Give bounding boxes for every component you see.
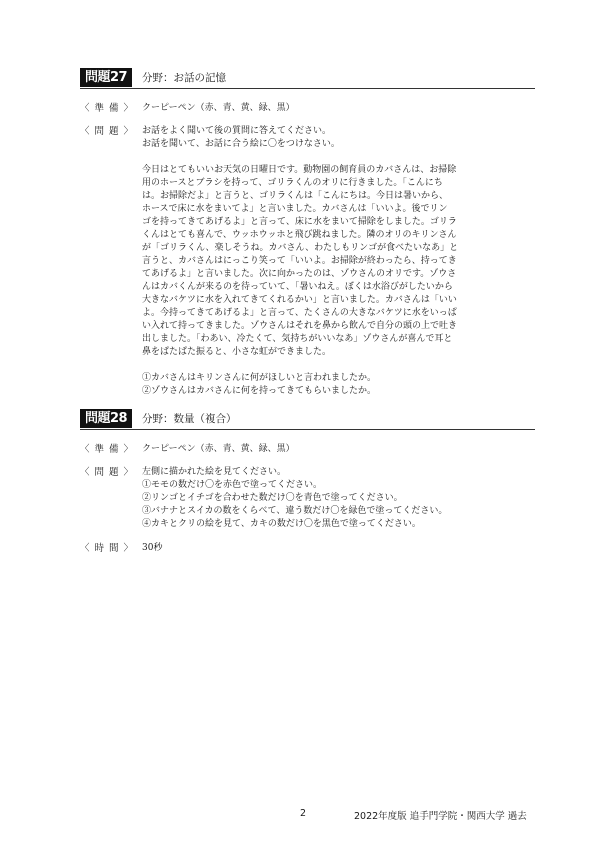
time-value: 30秒 [142, 543, 163, 553]
question-line: 左側に描かれた絵を見てください。 [142, 467, 287, 477]
story-line: 今日はとてもいいお天気の日曜日です。動物園の飼育員のカバさんは、お掃除 [142, 165, 457, 175]
problem-28-section [80, 409, 535, 554]
problem-27-header [80, 68, 535, 89]
question-label: 〈 問 題 〉 [80, 126, 135, 137]
story-line: くんはとても喜んで、ウッホウッホと飛び跳ねました。隣のオリのキリンさん [142, 230, 457, 240]
problem-28-body [142, 466, 535, 531]
question-line: ④カキとクリの絵を見て、カキの数だけ〇を黒色で塗ってください。 [142, 519, 421, 529]
question-line: ①モモの数だけ〇を赤色で塗ってください。 [142, 480, 323, 490]
story-line: 出しました。「わあい、冷たくて、気持ちがいいなあ」ゾウさんが喜んで耳と [142, 334, 453, 344]
story-line: てあげるよ」と言いました。次に向かったのは、ゾウさんのオリです。ゾウさ [142, 269, 457, 279]
story-line: ホースで床に水をまいてよ」と言いました。カバさんは「いいよ。後でリン [142, 204, 448, 214]
question-label: 〈 問 題 〉 [80, 467, 135, 478]
question-line: ①カバさんはキリンさんに何がほしいと言われましたか。 [142, 373, 377, 383]
problem-27-body [142, 125, 535, 398]
prep-label: 〈 準 備 〉 [80, 444, 135, 455]
prep-label: 〈 準 備 〉 [80, 103, 135, 114]
story-line: よ。今持ってきてあげるよ」と言って、たくさんの大きなバケツに水をいっぱ [142, 308, 457, 318]
prep-value: クーピーペン（赤、青、黄、緑、黒） [142, 103, 295, 113]
problem-28-badge: 問題28 [80, 409, 132, 428]
problem-27-badge: 問題27 [80, 68, 132, 87]
prep-value: クーピーペン（赤、青、黄、緑、黒） [142, 444, 295, 454]
problem-28-header [80, 409, 535, 430]
story-line: い入れて持ってきました。ゾウさんはそれを鼻から飲んで自分の頭の上で吐き [142, 321, 458, 331]
story-line: んはカバくんが来るのを待っていて、「暑いねえ。ぼくは水浴びがしたいから [142, 282, 453, 292]
problem-28-field: 分野：数量（複合） [142, 413, 237, 425]
story-line: 用のホースとブラシを持って、ゴリラくんのオリに行きました。「こんにち [142, 178, 443, 188]
question-line: ③バナナとスイカの数をくらべて、違う数だけ〇を緑色で塗ってください。 [142, 506, 448, 516]
time-label: 〈 時 間 〉 [80, 543, 135, 554]
instruction-line: お話を聞いて、お話に合う絵に〇をつけなさい。 [142, 139, 340, 149]
story-line: 言うと、カバさんはにっこり笑って「いいよ。お掃除が終わったら、持ってき [142, 256, 457, 266]
story-line: ゴを持ってきてあげるよ」と言って、床に水をまいて掃除をしました。ゴリラ [142, 217, 457, 227]
footer-brand: 2022年度版 追手門学院・関西大学 過去 [354, 811, 527, 822]
question-line: ②リンゴとイチゴを合わせた数だけ〇を青色で塗ってください。 [142, 493, 403, 503]
story-line: 大きなバケツに水を入れてきてくれるかい」と言いました。カバさんは「いい [142, 295, 457, 305]
question-line: ②ゾウさんはカバさんに何を持ってきてもらいましたか。 [142, 386, 377, 396]
instruction-line: お話をよく聞いて後の質問に答えてください。 [142, 126, 332, 136]
problem-27-field: 分野：お話の記憶 [142, 72, 226, 84]
story-line: 鼻をぱたぱた振ると、小さな虹ができました。 [142, 347, 332, 357]
story-line: が「ゴリラくん、楽しそうね。カバさん、わたしもリンゴが食べたいなあ」と [142, 243, 459, 253]
page-number: 2 [300, 808, 307, 819]
story-line: は。お掃除だよ」と言うと、ゴリラくんは「こんにちは。今日は暑いから、 [142, 191, 449, 201]
problem-27-section [80, 68, 535, 396]
